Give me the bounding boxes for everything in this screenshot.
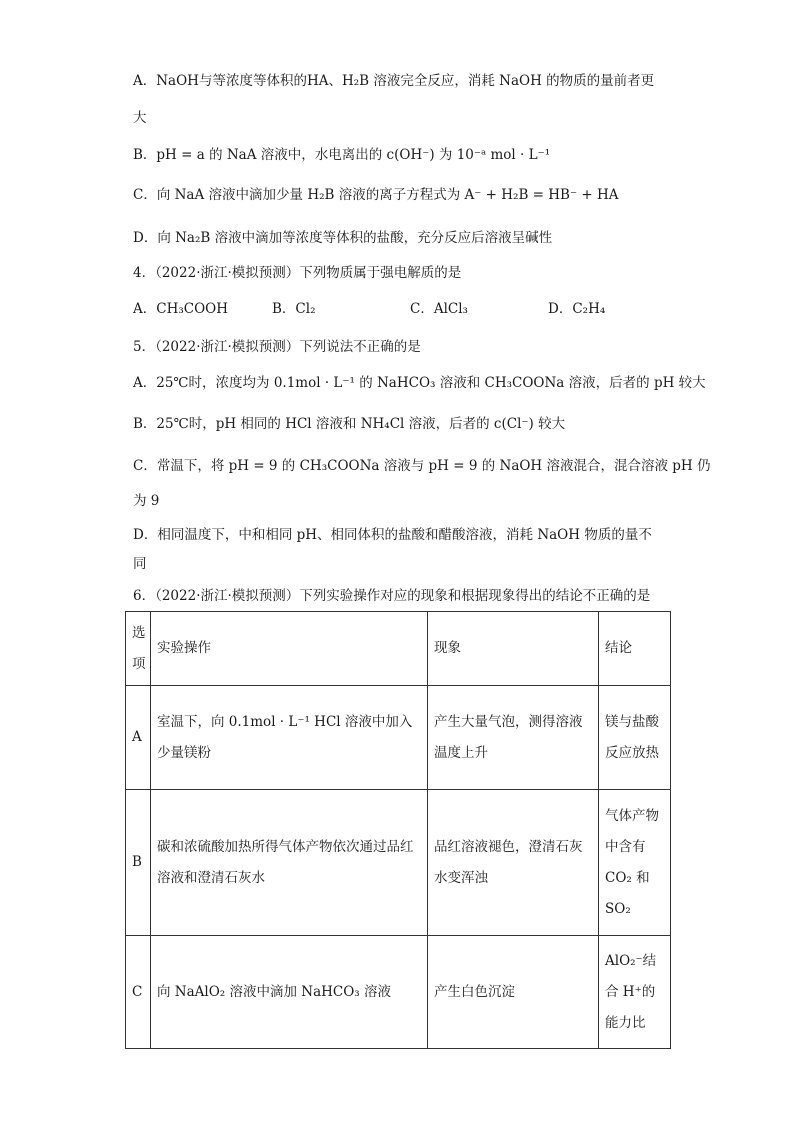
header-option: 选项 <box>126 612 151 686</box>
cell-operation: 碳和浓硫酸加热所得气体产物依次通过品红溶液和澄清石灰水 <box>151 790 428 936</box>
q4-option-d: D．C₂H₄ <box>548 301 606 317</box>
cell-conclusion: 镁与盐酸反应放热 <box>599 686 671 790</box>
table-row <box>126 936 671 1049</box>
q3-option-a-line1: A．NaOH与等浓度等体积的HA、H₂B 溶液完全反应，消耗 NaOH 的物质的量前者更 <box>133 73 655 89</box>
q3-option-d: D．向 Na₂B 溶液中滴加等浓度等体积的盐酸，充分反应后溶液呈碱性 <box>133 230 553 246</box>
cell-option: A <box>126 686 151 790</box>
cell-operation: 向 NaAlO₂ 溶液中滴加 NaHCO₃ 溶液 <box>151 936 428 1049</box>
q5-option-c-line2: 为 9 <box>133 493 160 509</box>
q6-stem: 6．（2022·浙江·模拟预测）下列实验操作对应的现象和根据现象得出的结论不正确的是 <box>133 588 651 604</box>
table-row <box>126 686 671 790</box>
q4-option-b: B．Cl₂ <box>272 301 316 317</box>
cell-conclusion: 气体产物中含有 CO₂ 和 SO₂ <box>599 790 671 936</box>
cell-phenomenon: 产生白色沉淀 <box>428 936 599 1049</box>
cell-conclusion: AlO₂⁻结合 H⁺的能力比 <box>599 936 671 1049</box>
header-conclusion: 结论 <box>599 612 671 686</box>
q4-option-c: C．AlCl₃ <box>410 301 468 317</box>
q5-option-a: A．25℃时，浓度均为 0.1mol · L⁻¹ 的 NaHCO₃ 溶液和 CH₃COONa 溶液，后者的 pH 较大 <box>133 375 706 391</box>
cell-option: B <box>126 790 151 936</box>
cell-phenomenon: 品红溶液褪色，澄清石灰水变浑浊 <box>428 790 599 936</box>
q3-option-b: B．pH = a 的 NaA 溶液中，水电离出的 c(OH⁻) 为 10⁻ᵃ mol · L⁻¹ <box>133 147 551 163</box>
q5-stem: 5．（2022·浙江·模拟预测）下列说法不正确的是 <box>133 339 421 355</box>
cell-option: C <box>126 936 151 1049</box>
cell-operation: 室温下，向 0.1mol · L⁻¹ HCl 溶液中加入少量镁粉 <box>151 686 428 790</box>
header-phenomenon: 现象 <box>428 612 599 686</box>
q3-option-a-line2: 大 <box>133 110 147 126</box>
q5-option-d-line1: D．相同温度下，中和相同 pH、相同体积的盐酸和醋酸溶液，消耗 NaOH 物质的量不 <box>133 527 652 543</box>
q5-option-d-line2: 同 <box>133 556 147 572</box>
q5-option-b: B．25℃时，pH 相同的 HCl 溶液和 NH₄Cl 溶液，后者的 c(Cl⁻) 较大 <box>133 416 566 432</box>
table-row <box>126 790 671 936</box>
q4-option-a: A．CH₃COOH <box>133 301 229 317</box>
cell-phenomenon: 产生大量气泡，测得溶液温度上升 <box>428 686 599 790</box>
q4-stem: 4．（2022·浙江·模拟预测）下列物质属于强电解质的是 <box>133 265 462 281</box>
q3-option-c: C．向 NaA 溶液中滴加少量 H₂B 溶液的离子方程式为 A⁻ + H₂B = HB⁻ + HA <box>133 187 619 203</box>
q6-table <box>125 611 671 1049</box>
header-operation: 实验操作 <box>151 612 428 686</box>
q5-option-c-line1: C．常温下，将 pH = 9 的 CH₃COONa 溶液与 pH = 9 的 NaOH 溶液混合，混合溶液 pH 仍 <box>133 458 711 474</box>
table-header-row <box>126 612 671 686</box>
q4-options <box>133 299 673 319</box>
